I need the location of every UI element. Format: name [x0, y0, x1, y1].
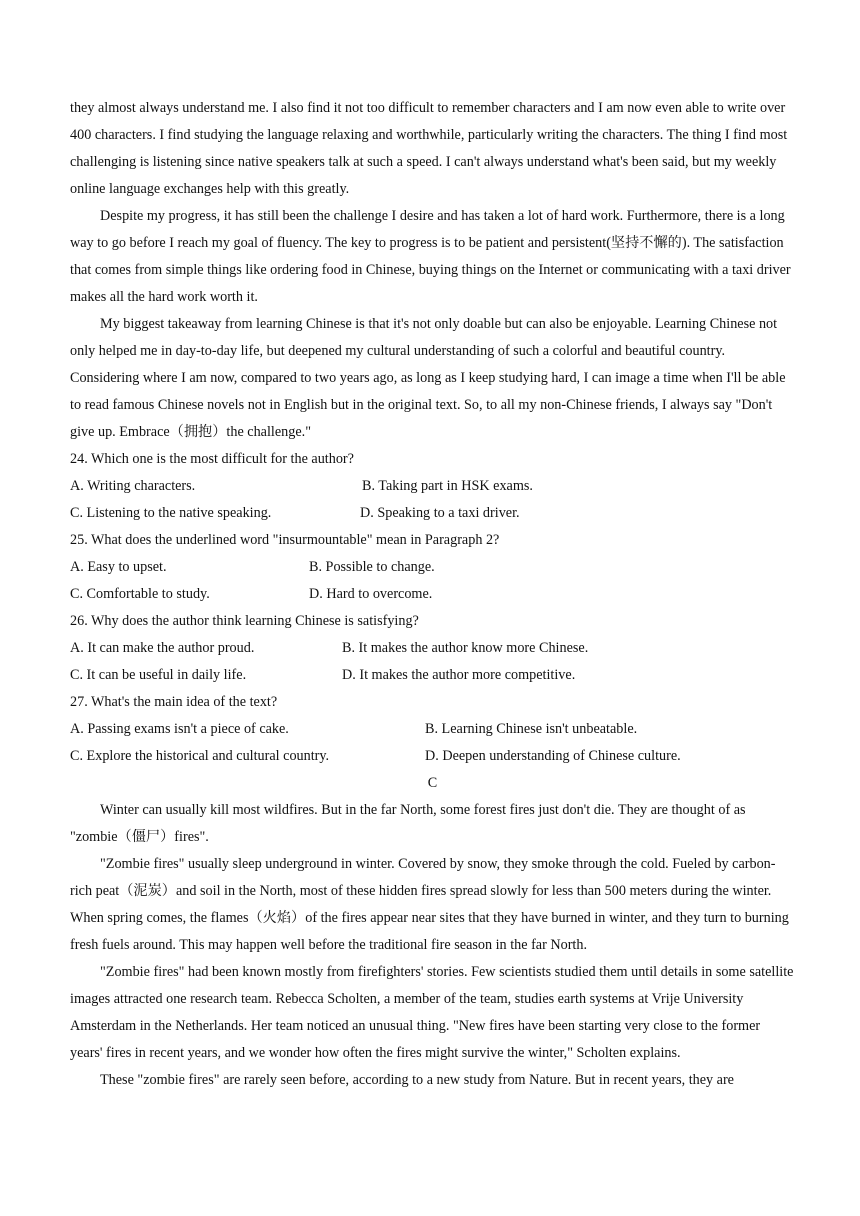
option-c: C. Comfortable to study. [70, 586, 210, 602]
option-a: A. Easy to upset. [70, 559, 167, 575]
option-b: B. Possible to change. [309, 559, 435, 575]
option-a: A. Writing characters. [70, 478, 196, 494]
paragraph-zombie-research: "Zombie fires" had been known mostly from firefighters' stories. Few scientists studied them until details in some satellite images attracted one research team. Rebecca Scholten, a member of the team, studies earth systems at Vrije University Amsterdam in the Netherlands. Her team noticed an unusual thing. "New fires have been starting very close to the former years' fires in recent years, and we wonder how often the fires might survive the winter," Scholten explains. [70, 964, 794, 1061]
question-stem: 26. Why does the author think learning Chinese is satisfying? [70, 613, 419, 629]
option-d: D. Deepen understanding of Chinese culture. [425, 748, 681, 764]
paragraph-zombie-underground: "Zombie fires" usually sleep underground in winter. Covered by snow, they smoke through the cold. Fueled by carbon-rich peat（泥炭）and soil in the North, most of these hidden fires spread slowly for less than 500 meters during the winter. When spring comes, the flames（火焰）of the fires appear near sites that they have burned in winter, and they turn to burning fresh fuels around. This may happen well before the traditional fire season in the far North. [70, 856, 789, 953]
paragraph-zombie-study: These "zombie fires" are rarely seen before, according to a new study from Nature. But in recent years, they are [100, 1072, 734, 1088]
question-25 [70, 527, 795, 608]
options-row [70, 635, 795, 662]
option-d: D. It makes the author more competitive. [342, 667, 576, 683]
option-c: C. Explore the historical and cultural country. [70, 748, 330, 764]
section-heading: C [427, 775, 438, 791]
paragraph-progress-listening: they almost always understand me. I also find it not too difficult to remember characters and I am now even able to write over 400 characters. I find studying the language relaxing and worthwhile, particularly writing the characters. The thing I find most challenging is listening since native speakers talk at such a speed. I can't always understand what's been said, but my weekly online language exchanges help with this greatly. [70, 100, 788, 197]
option-a: A. Passing exams isn't a piece of cake. [70, 721, 289, 737]
question-27 [70, 689, 795, 770]
paragraph-takeaway: My biggest takeaway from learning Chinese is that it's not only doable but can also be enjoyable. Learning Chinese not only helped me in day-to-day life, but deepened my cultural understanding of such a colorful and beautiful country. Considering where I am now, compared to two years ago, as long as I keep studying hard, I can image a time when I'll be able to read famous Chinese novels not in English but in the original text. So, to all my non-Chinese friends, I always say "Don't give up. Embrace（拥抱）the challenge." [70, 316, 786, 440]
option-d: D. Speaking to a taxi driver. [360, 505, 520, 521]
option-b: B. It makes the author know more Chinese. [342, 640, 589, 656]
question-stem: 27. What's the main idea of the text? [70, 694, 278, 710]
question-26 [70, 608, 795, 689]
paragraph-zombie-intro: Winter can usually kill most wildfires. But in the far North, some forest fires just don't die. They are thought of as "zombie（僵尸）fires". [70, 802, 746, 845]
question-stem: 25. What does the underlined word "insurmountable" mean in Paragraph 2? [70, 532, 500, 548]
options-row [70, 716, 795, 743]
question-24 [70, 446, 795, 527]
options-row [70, 500, 795, 527]
options-row [70, 743, 795, 770]
options-row [70, 473, 795, 500]
options-row [70, 662, 795, 689]
options-row [70, 581, 795, 608]
options-row [70, 554, 795, 581]
option-a: A. It can make the author proud. [70, 640, 255, 656]
question-stem: 24. Which one is the most difficult for the author? [70, 451, 354, 467]
option-b: B. Learning Chinese isn't unbeatable. [425, 721, 638, 737]
option-b: B. Taking part in HSK exams. [362, 478, 533, 494]
paragraph-challenge: Despite my progress, it has still been the challenge I desire and has taken a lot of hard work. Furthermore, there is a long way to go before I reach my goal of fluency. The key to progress is to be patient and persistent(坚持不懈的). The satisfaction that comes from simple things like ordering food in Chinese, buying things on the Internet or communicating with a taxi driver makes all the hard work worth it. [70, 208, 791, 305]
option-d: D. Hard to overcome. [309, 586, 433, 602]
document-page [70, 95, 795, 1094]
option-c: C. Listening to the native speaking. [70, 505, 272, 521]
option-c: C. It can be useful in daily life. [70, 667, 247, 683]
